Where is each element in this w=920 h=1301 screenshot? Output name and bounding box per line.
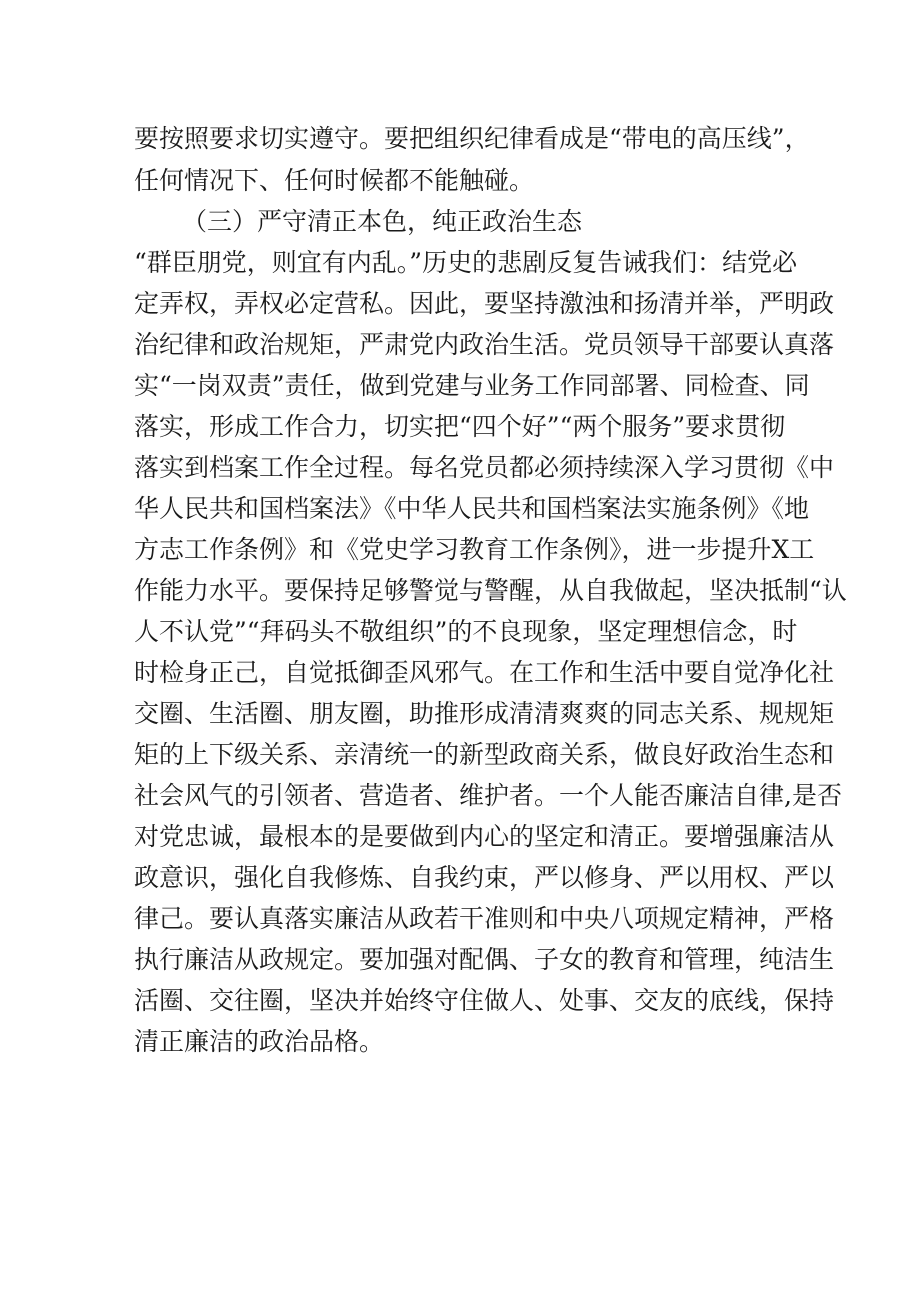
paragraph-line: 方志工作条例》和《党史学习教育工作条例》，进一步提升X工 [134, 535, 815, 564]
paragraph-line: 清正廉洁的政治品格。 [134, 1027, 385, 1056]
paragraph-line: 作能力水平。要保持足够警觉与警醒，从自我做起，坚决抵制“认 [134, 576, 847, 605]
paragraph-line: “群臣朋党，则宜有内乱。”历史的悲剧反复告诫我们：结党必 [134, 248, 798, 277]
paragraph-line: 落实到档案工作全过程。每名党员都必须持续深入学习贯彻《中 [134, 453, 835, 482]
paragraph-line: 执行廉洁从政规定。要加强对配偶、子女的教育和管理，纯洁生 [134, 945, 835, 974]
paragraph-line: 活圈、交往圈，坚决并始终守住做人、处事、交友的底线，保持 [134, 986, 835, 1015]
paragraph-line: 要按照要求切实遵守。要把组织纪律看成是“带电的高压线”， [134, 124, 810, 153]
paragraph-line: 实“一岗双责”责任，做到党建与业务工作同部署、同检查、同 [134, 371, 810, 400]
section-heading: （三）严守清正本色，纯正政治生态 [182, 207, 583, 236]
paragraph-line: 时检身正己，自觉抵御歪风邪气。在工作和生活中要自觉净化社 [134, 658, 835, 687]
paragraph-line: 定弄权，弄权必定营私。因此，要坚持激浊和扬清并举，严明政 [134, 289, 835, 318]
paragraph-line: 矩的上下级关系、亲清统一的新型政商关系，做良好政治生态和 [134, 740, 835, 769]
paragraph-line: 华人民共和国档案法》《中华人民共和国档案法实施条例》《地 [134, 494, 810, 523]
paragraph-line: 交圈、生活圈、朋友圈，助推形成清清爽爽的同志关系、规规矩 [134, 699, 835, 728]
paragraph-line: 社会风气的引领者、营造者、维护者。一个人能否廉洁自律,是否 [134, 781, 842, 810]
paragraph-line: 对党忠诚，最根本的是要做到内心的坚定和清正。要增强廉洁从 [134, 822, 835, 851]
paragraph-line: 治纪律和政治规矩，严肃党内政治生活。党员领导干部要认真落 [134, 330, 835, 359]
paragraph-line: 落实，形成工作合力，切实把“四个好”“两个服务”要求贯彻 [134, 412, 786, 441]
paragraph-line: 律己。要认真落实廉洁从政若干准则和中央八项规定精神，严格 [134, 904, 835, 933]
paragraph-line: 任何情况下、任何时候都不能触碰。 [134, 166, 535, 195]
paragraph-line: 人不认党”“拜码头不敬组织”的不良现象，坚定理想信念，时 [134, 617, 798, 646]
paragraph-line: 政意识，强化自我修炼、自我约束，严以修身、严以用权、严以 [134, 863, 835, 892]
